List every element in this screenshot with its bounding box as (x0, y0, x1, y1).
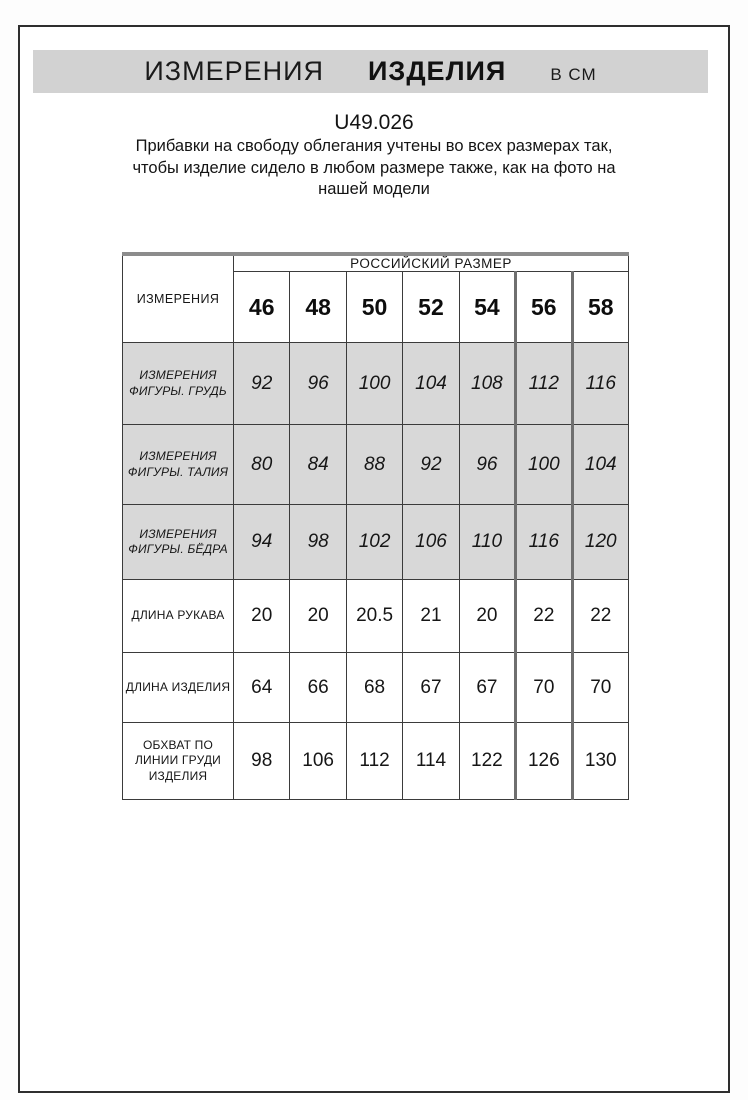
title-banner (33, 50, 708, 93)
page-border-frame (18, 25, 730, 1093)
title-measurements-word: ИЗМЕРЕНИЯ (144, 56, 324, 86)
value-cell: 80 (234, 425, 290, 505)
value-cell: 96 (290, 343, 346, 425)
value-cell: 84 (290, 425, 346, 505)
value-cell: 92 (403, 425, 459, 505)
row-label: ИЗМЕРЕНИЯ ФИГУРЫ. ТАЛИЯ (123, 425, 234, 505)
size-table-header (123, 254, 629, 343)
row-label: ОБХВАТ ПО ЛИНИИ ГРУДИ ИЗДЕЛИЯ (123, 723, 234, 800)
title-product-word: ИЗДЕЛИЯ (368, 56, 507, 86)
value-cell: 116 (516, 505, 572, 580)
size-column-header: 58 (572, 272, 628, 343)
value-cell: 126 (516, 723, 572, 800)
value-cell: 67 (459, 653, 515, 723)
value-cell: 20.5 (346, 580, 402, 653)
value-cell: 112 (346, 723, 402, 800)
value-cell: 70 (572, 653, 628, 723)
value-cell: 20 (234, 580, 290, 653)
row-label: ИЗМЕРЕНИЯ ФИГУРЫ. БЁДРА (123, 505, 234, 580)
value-cell: 130 (572, 723, 628, 800)
table-row (123, 653, 629, 723)
value-cell: 20 (290, 580, 346, 653)
value-cell: 114 (403, 723, 459, 800)
size-column-header: 50 (346, 272, 402, 343)
value-cell: 22 (516, 580, 572, 653)
value-cell: 67 (403, 653, 459, 723)
value-cell: 110 (459, 505, 515, 580)
value-cell: 21 (403, 580, 459, 653)
value-cell: 98 (290, 505, 346, 580)
fit-note-line: нашей модели (318, 180, 430, 198)
size-column-header: 48 (290, 272, 346, 343)
value-cell: 106 (403, 505, 459, 580)
article-code: U49.026 (334, 111, 414, 134)
title-units-label: В СМ (550, 65, 597, 84)
size-table (122, 252, 629, 800)
table-row (123, 723, 629, 800)
value-cell: 64 (234, 653, 290, 723)
size-column-header: 46 (234, 272, 290, 343)
row-label: ДЛИНА ИЗДЕЛИЯ (123, 653, 234, 723)
value-cell: 66 (290, 653, 346, 723)
fit-note (20, 136, 728, 201)
size-column-header: 56 (516, 272, 572, 343)
fit-note-line: чтобы изделие сидело в любом размере также, как на фото на (132, 158, 616, 177)
value-cell: 104 (572, 425, 628, 505)
value-cell: 116 (572, 343, 628, 425)
value-cell: 106 (290, 723, 346, 800)
value-cell: 98 (234, 723, 290, 800)
value-cell: 96 (459, 425, 515, 505)
row-label: ИЗМЕРЕНИЯ ФИГУРЫ. ГРУДЬ (123, 343, 234, 425)
value-cell: 92 (234, 343, 290, 425)
size-table-body (123, 343, 629, 800)
table-row (123, 343, 629, 425)
value-cell: 100 (346, 343, 402, 425)
value-cell: 88 (346, 425, 402, 505)
value-cell: 100 (516, 425, 572, 505)
value-cell: 108 (459, 343, 515, 425)
fit-note-line: Прибавки на свободу облегания учтены во всех размерах так, (135, 137, 613, 155)
value-cell: 122 (459, 723, 515, 800)
value-cell: 112 (516, 343, 572, 425)
value-cell: 102 (346, 505, 402, 580)
value-cell: 120 (572, 505, 628, 580)
value-cell: 70 (516, 653, 572, 723)
value-cell: 94 (234, 505, 290, 580)
value-cell: 20 (459, 580, 515, 653)
table-row (123, 505, 629, 580)
value-cell: 104 (403, 343, 459, 425)
row-label: ДЛИНА РУКАВА (123, 580, 234, 653)
value-cell: 22 (572, 580, 628, 653)
russian-size-group-header: РОССИЙСКИЙ РАЗМЕР (234, 254, 629, 272)
size-column-header: 54 (459, 272, 515, 343)
size-group-row (123, 254, 629, 272)
table-row (123, 580, 629, 653)
size-column-header: 52 (403, 272, 459, 343)
value-cell: 68 (346, 653, 402, 723)
measurements-corner-cell: ИЗМЕРЕНИЯ (123, 254, 234, 343)
table-row (123, 425, 629, 505)
